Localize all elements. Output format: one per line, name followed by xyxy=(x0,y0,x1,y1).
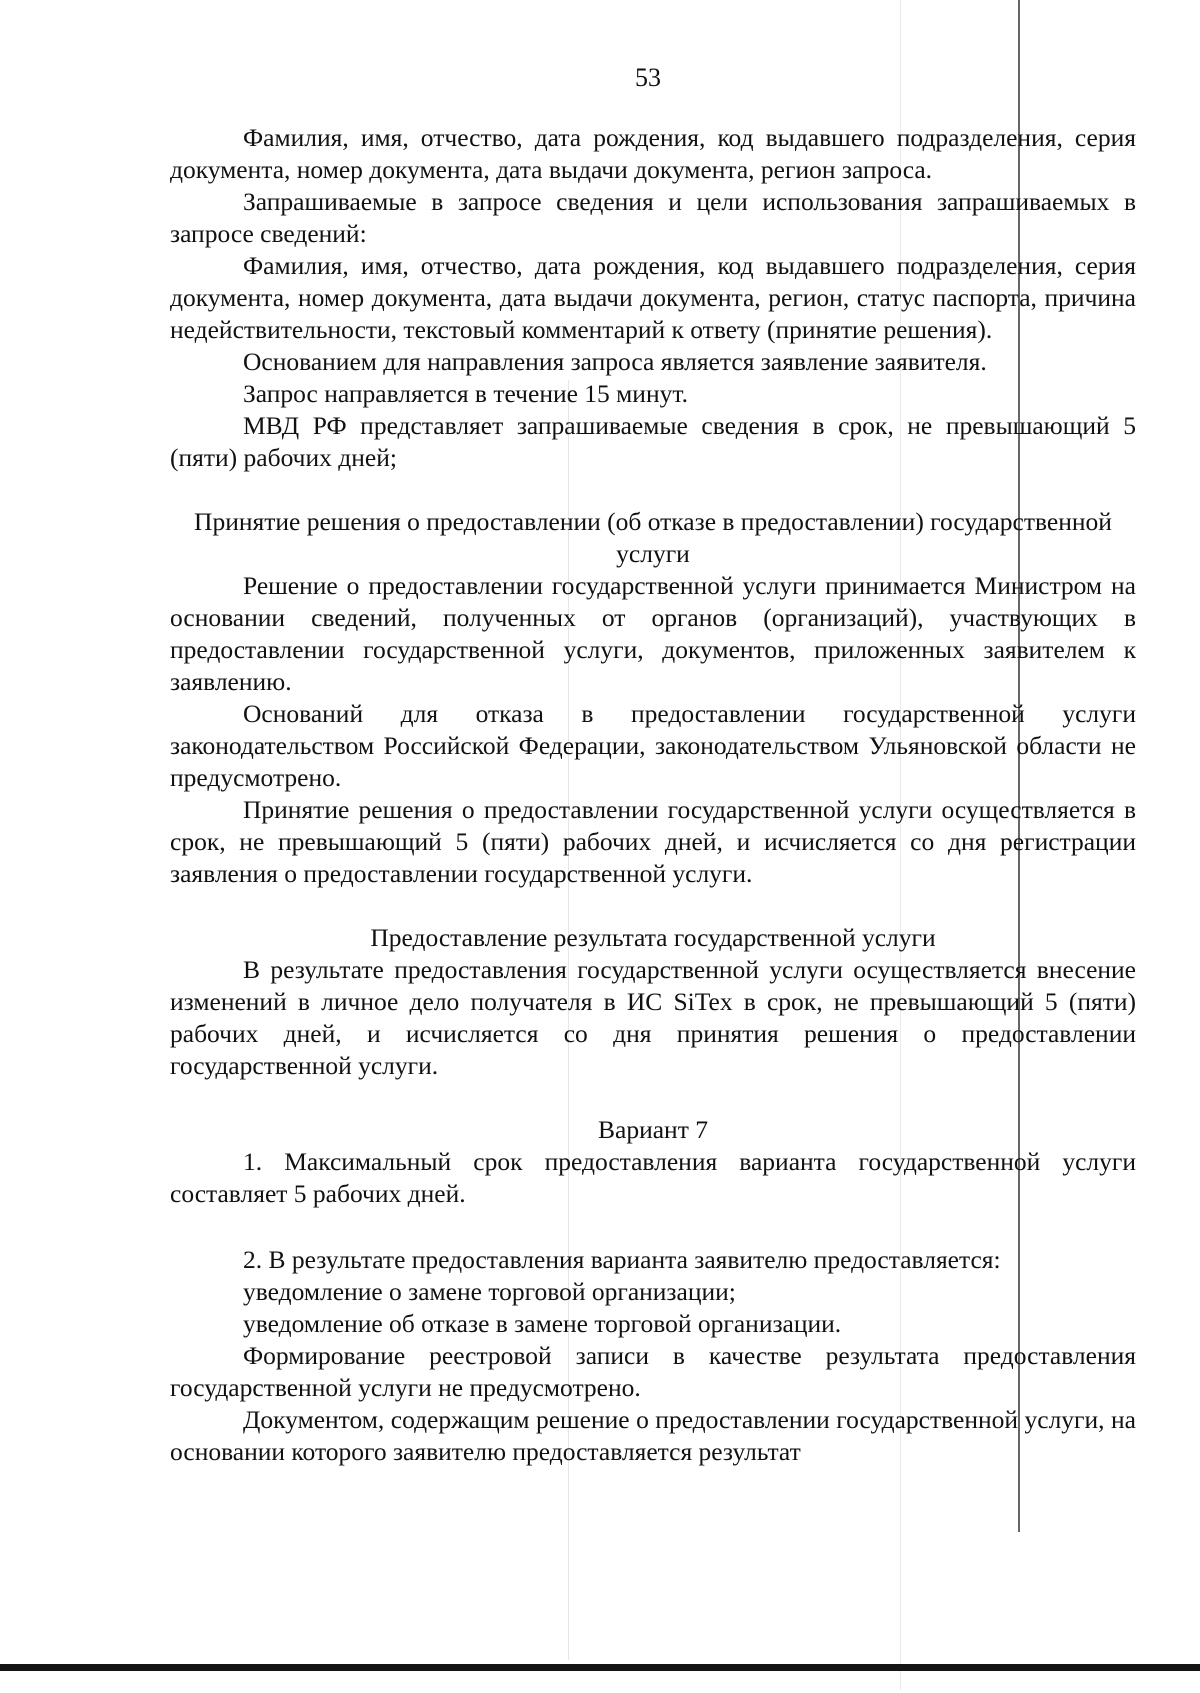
paragraph: Документом, содержащим решение о предоставлении государственной услуги, на основании которого заявителю предоставляется результат xyxy=(170,1405,1136,1466)
paragraph: 1. Максимальный срок предоставления варианта государственной услуги составляет 5 рабочих дней. xyxy=(170,1147,1136,1208)
document-body xyxy=(170,122,1136,1468)
paragraph: Фамилия, имя, отчество, дата рождения, код выдавшего подразделения, серия документа, номер документа, дата выдачи документа, регион запроса. xyxy=(170,123,1136,184)
paragraph: 2. В результате предоставления варианта заявителю предоставляется: xyxy=(243,1245,1001,1274)
paragraph: Запрашиваемые в запросе сведения и цели использования запрашиваемых в запросе сведений: xyxy=(170,187,1136,248)
paragraph: Формирование реестровой записи в качестве результата предоставления государственной услуги не предусмотрено. xyxy=(170,1341,1136,1402)
paragraph: МВД РФ представляет запрашиваемые сведения в срок, не превышающий 5 (пяти) рабочих дней; xyxy=(170,411,1136,472)
page-number: 53 xyxy=(635,63,661,92)
paragraph: Принятие решения о предоставлении государственной услуги осуществляется в срок, не превышающий 5 (пяти) рабочих дней, и исчисляется со дня регистрации заявления о предоставлении государственной услуги. xyxy=(170,795,1136,888)
section-heading: Предоставление результата государственной услуги xyxy=(370,923,936,952)
section-heading: Принятие решения о предоставлении (об отказе в предоставлении) государственной услуги xyxy=(194,507,1112,568)
variant-heading: Вариант 7 xyxy=(598,1115,708,1144)
paragraph: В результате предоставления государственной услуги осуществляется внесение изменений в личное дело получателя в ИС SiTex в срок, не превышающий 5 (пяти) рабочих дней, и исчисляется со дня принятия решения о предоставлении государственной услуги. xyxy=(170,955,1136,1080)
list-item: уведомление об отказе в замене торговой организации. xyxy=(243,1309,842,1338)
list-item: уведомление о замене торговой организации; xyxy=(243,1277,736,1306)
paragraph: Фамилия, имя, отчество, дата рождения, код выдавшего подразделения, серия документа, номер документа, дата выдачи документа, регион, статус паспорта, причина недействительности, текстовый комментарий к ответу (принятие решения). xyxy=(170,251,1136,344)
paragraph: Оснований для отказа в предоставлении государственной услуги законодательством Российской Федерации, законодательством Ульяновской области не предусмотрено. xyxy=(170,699,1136,792)
scan-border-bottom xyxy=(0,1664,1200,1671)
paragraph: Запрос направляется в течение 15 минут. xyxy=(243,379,688,408)
paragraph: Решение о предоставлении государственной услуги принимается Министром на основании сведений, полученных от органов (организаций), участвующих в предоставлении государственной услуги, документов, приложенных заявителем к заявлению. xyxy=(170,571,1136,696)
paragraph: Основанием для направления запроса является заявление заявителя. xyxy=(243,347,987,376)
